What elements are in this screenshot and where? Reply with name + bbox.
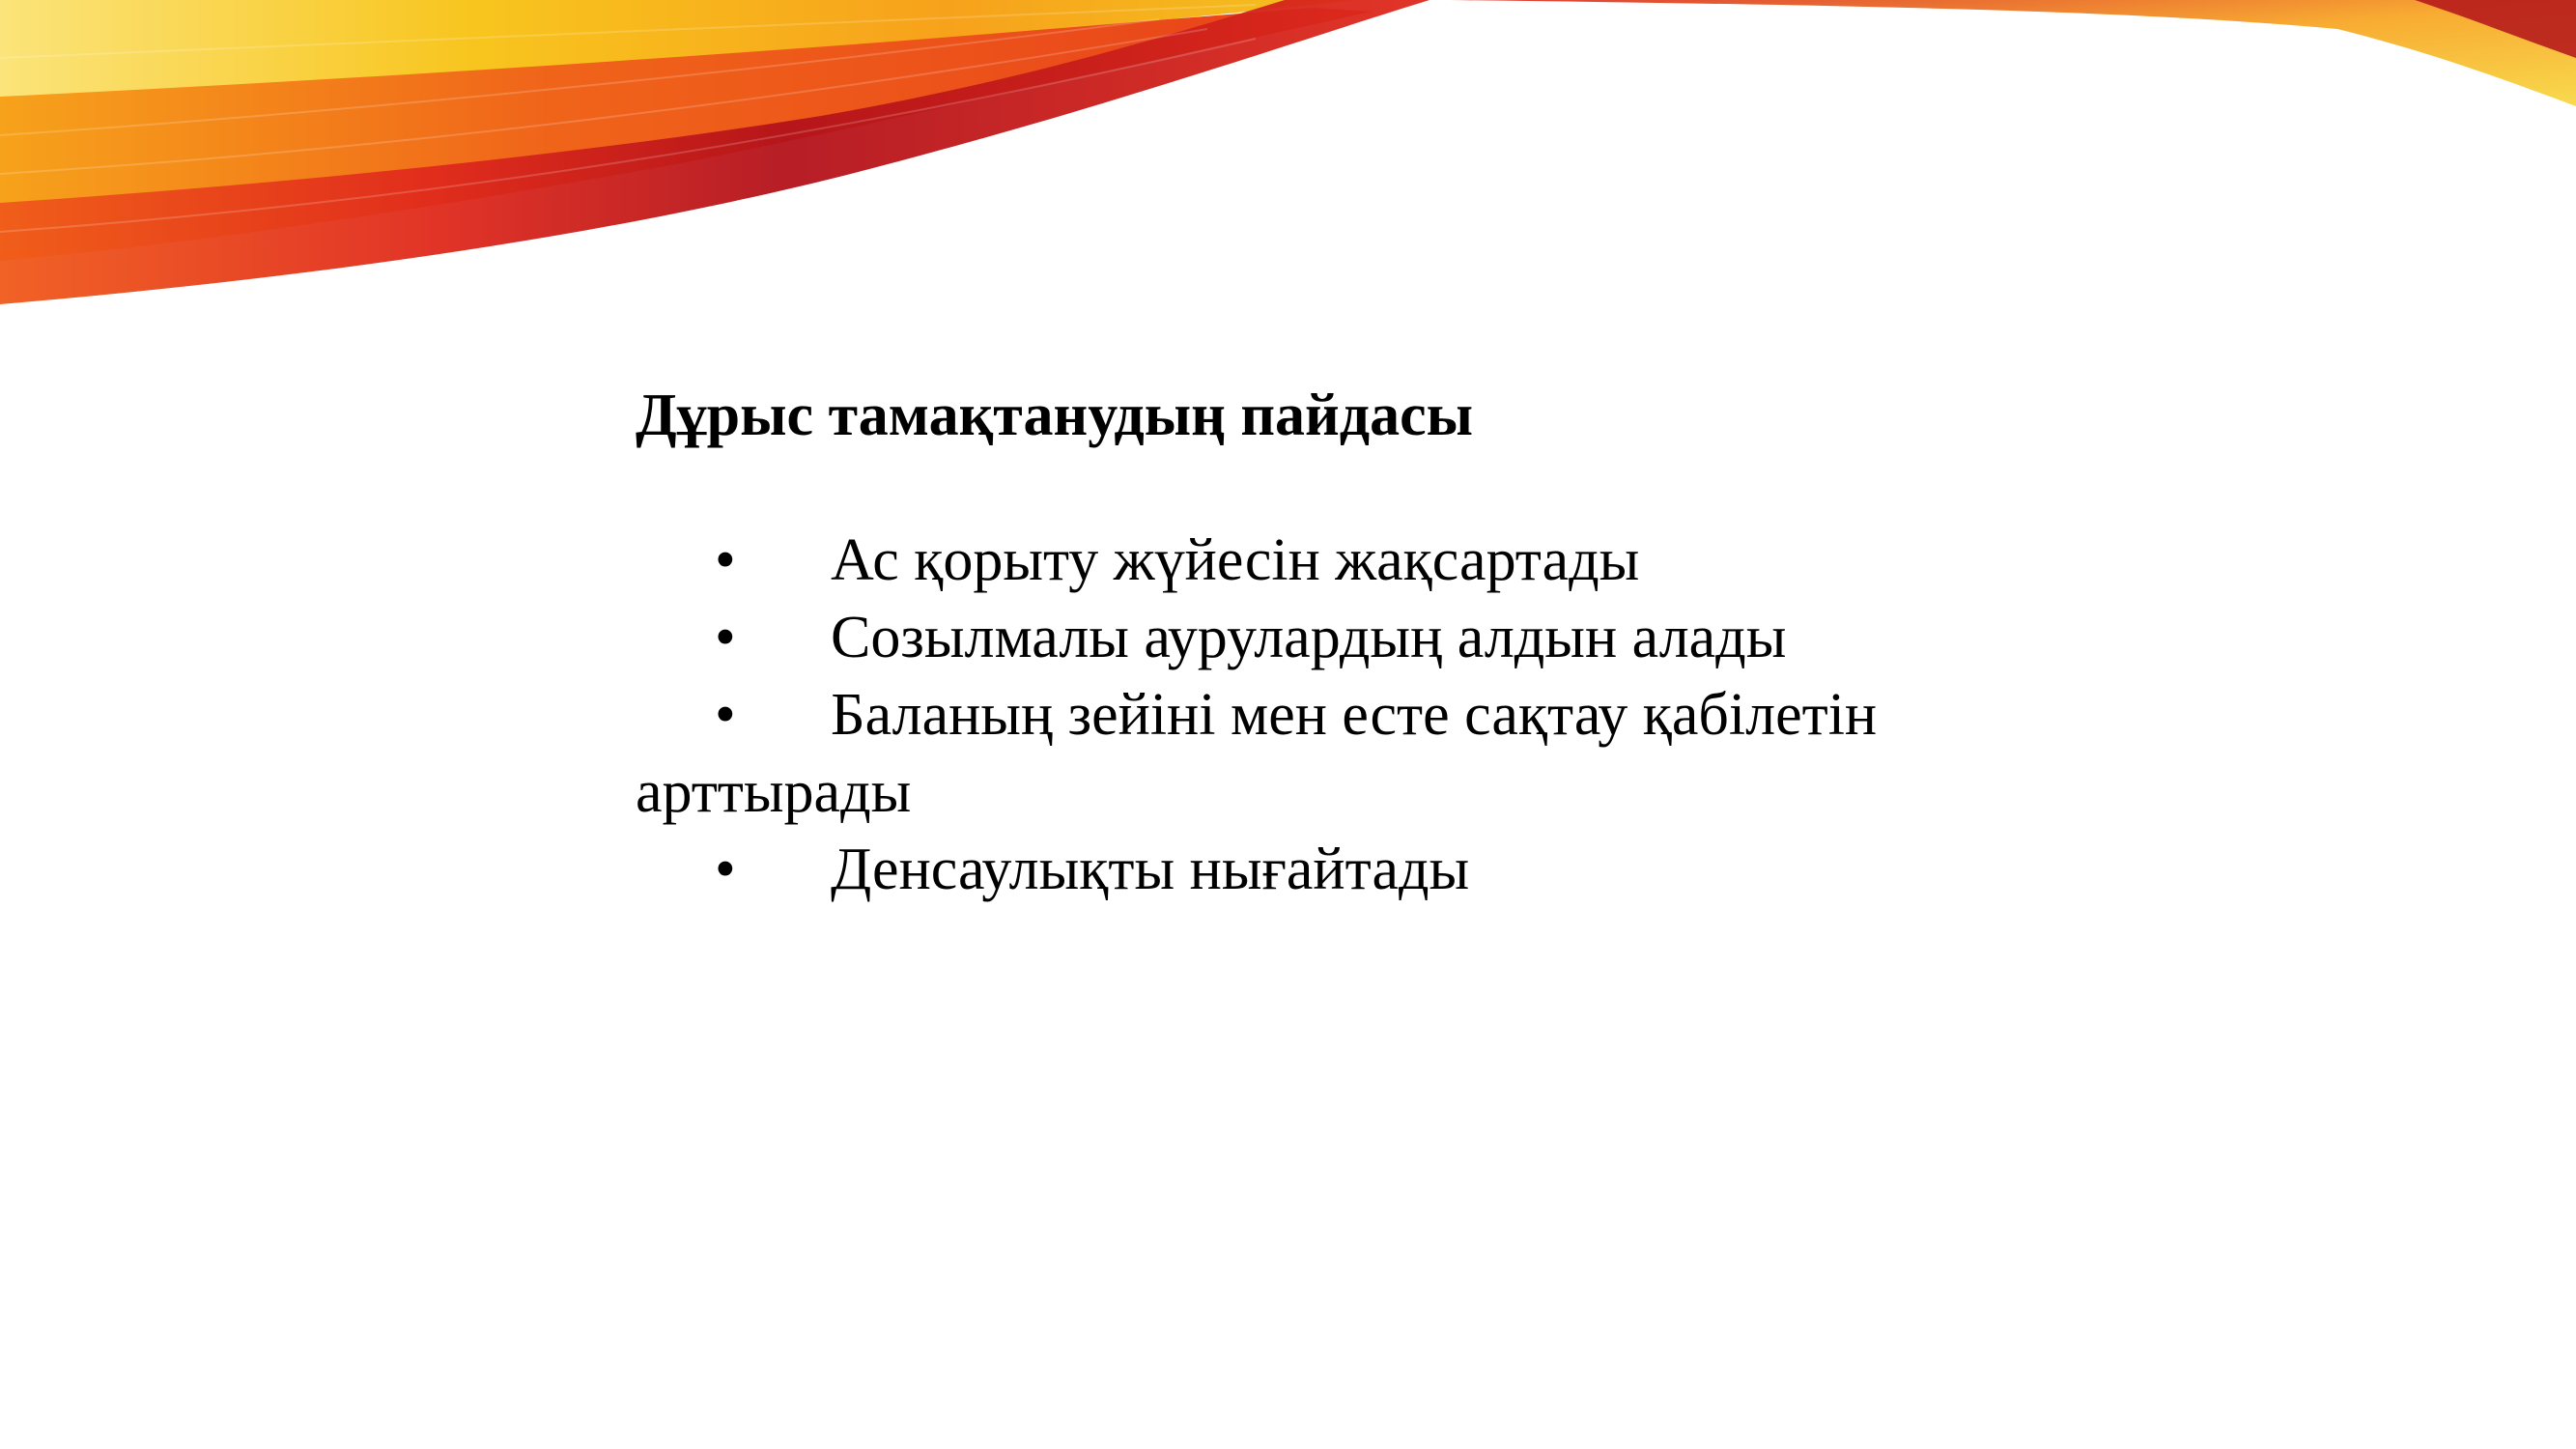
slide-content <box>636 367 2084 908</box>
bullet-text: Баланың зейіні мен есте сақтау қабілетін арттырады <box>636 682 1878 825</box>
bullet-item <box>636 676 2084 831</box>
bullet-text: Созылмалы аурулардың алдын алады <box>831 605 1787 670</box>
bullet-dot-icon: • <box>715 837 736 902</box>
bullet-dot-icon: • <box>715 527 736 593</box>
bullet-item <box>636 831 2084 908</box>
slide-title: Дұрыс тамақтанудың пайдасы <box>636 383 1474 448</box>
ribbon-right-sweep <box>1449 0 2576 106</box>
bullet-item <box>636 522 2084 599</box>
decorative-ribbon <box>0 0 2576 328</box>
bullet-list <box>636 522 2084 908</box>
bullet-text: Ас қорыту жүйесін жақсартады <box>831 527 1640 593</box>
bullet-item <box>636 599 2084 676</box>
spacer <box>636 464 2084 522</box>
bullet-dot-icon: • <box>715 605 736 670</box>
bullet-dot-icon: • <box>715 682 736 748</box>
bullet-text: Денсаулықты нығайтады <box>831 837 1470 902</box>
